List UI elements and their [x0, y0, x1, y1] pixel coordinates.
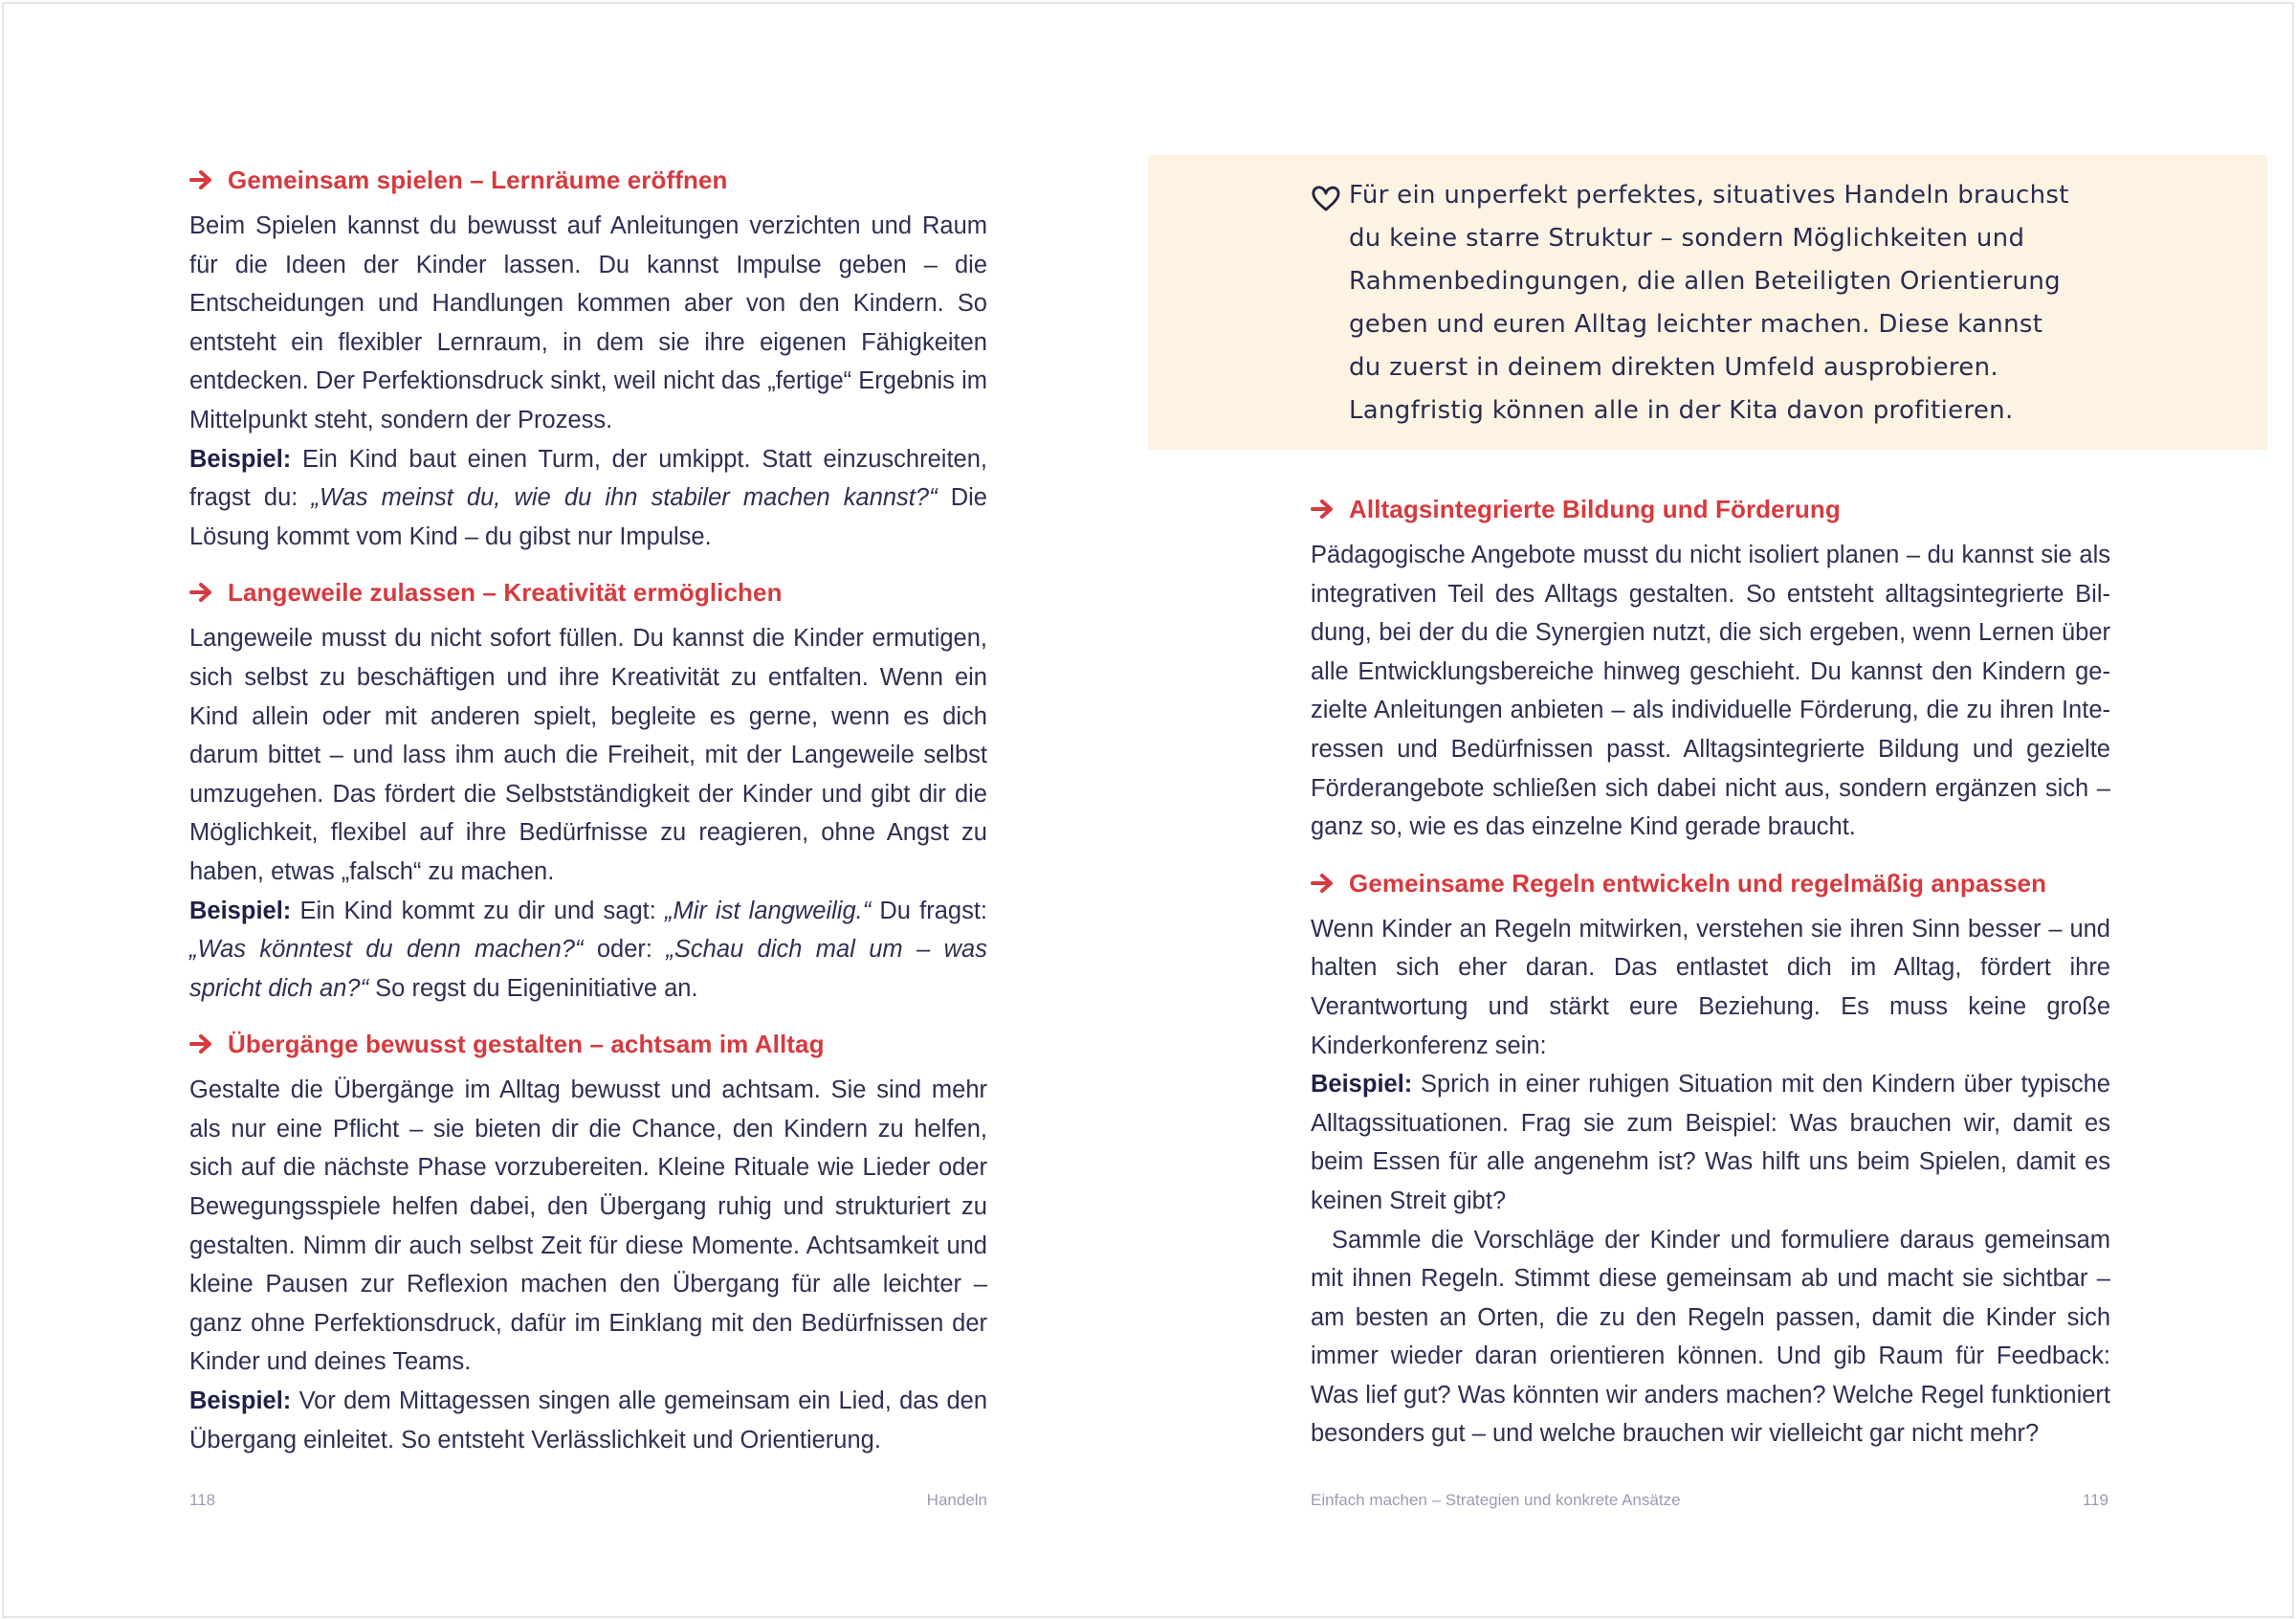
page-number-right: 119: [2082, 1491, 2108, 1509]
paragraph: Sammle die Vorschläge der Kinder und formuliere daraus gemeinsam mit ihnen Regeln. Stimmt diese gemeinsam ab und macht sie sichtbar – am besten an Orten, die zu den Regeln passen, damit die Kinder sich immer wieder daran orientieren können. Und gib Raum für Feedback: Was lief gut? Was könnten wir anders machen? Welche Regel funktioniert besonders gut – und welche brauchen wir vielleicht gar nicht mehr?: [1311, 1226, 2110, 1448]
running-head-right: Einfach machen – Strategien und konkrete Ansätze: [1311, 1491, 1681, 1509]
section-body: [189, 207, 987, 556]
heading-text: Gemeinsame Regeln entwickeln und regelmäßig anpassen: [1349, 868, 2047, 898]
right-column: [1311, 490, 2110, 1471]
example-text: Sprich in einer ruhigen Situation mit den Kindern über typische Alltagssituationen. Frag sie zum Beispiel: Was brauchen wir, damit es beim Essen für alle angenehm ist? Was hilft uns beim Spielen, damit es keinen Streit gibt?: [1311, 1071, 2110, 1214]
arrow-right-icon: [1311, 873, 1336, 894]
example-text: Du fragst:: [871, 897, 987, 924]
example-paragraph: [189, 1382, 987, 1459]
section-gemeinsam-spielen: [189, 161, 987, 556]
heading-text: Langeweile zulassen – Kreativität ermöglichen: [228, 578, 783, 608]
example-paragraph: [189, 892, 987, 1009]
running-head-left: Handeln: [926, 1491, 987, 1509]
example-text: Die Lösung kommt vom Kind – du gibst nur Impulse.: [189, 484, 987, 550]
paragraph: Pädagogische Angebote musst du nicht isoliert planen – du kannst sie als integrativen Teil des Alltags gestalten. So entsteht alltagsintegrierte Bildung, bei der du die Synergien nutzt, die sich ergeben, wenn Lernen über alle Entwicklungsbereiche hinweg geschieht. Du kannst den Kindern gezielte Anleitungen anbieten – als individuelle Förderung, die zu ihren Interessen und Bedürfnissen passt. Alltagsintegrierte Bildung und gezielte Förderangebote schließen sich dabei nicht aus, sondern ergänzen sich – ganz so, wie es das einzelne Kind gerade braucht.: [1311, 542, 2110, 841]
section-heading: [1311, 490, 2110, 528]
arrow-right-icon: [189, 169, 214, 190]
example-text: Ein Kind kommt zu dir und sagt:: [291, 897, 665, 924]
section-heading: [189, 161, 987, 199]
paragraph: Beim Spielen kannst du bewusst auf Anleitungen verzichten und Raum für die Ideen der Kinder lassen. Du kannst Impulse geben – die Entscheidungen und Handlungen kommen aber von den Kindern. So entsteht ein flexibler Lernraum, in dem sie ihre eigenen Fähigkeiten entdecken. Der Perfektionsdruck sinkt, weil nicht das „fertige“ Ergebnis im Mittelpunkt steht, sondern der Prozess.: [189, 212, 987, 433]
example-quote: „Was könntest du denn machen?“: [189, 936, 584, 964]
example-label: Beispiel:: [1311, 1071, 1413, 1098]
callout-line: Langfristig können alle in der Kita davon profitieren.: [1349, 396, 2014, 425]
section-langeweile: [189, 573, 987, 1008]
example-label: Beispiel:: [189, 445, 292, 473]
callout-line: du zuerst in deinem direkten Umfeld ausprobieren.: [1349, 353, 1998, 382]
right-page: [1148, 0, 2296, 1620]
section-uebergaenge: [189, 1025, 987, 1459]
example-text: Ein Kind baut einen Turm, der umkippt. Statt einzuschreiten, fragst du:: [189, 445, 987, 512]
arrow-right-icon: [189, 1033, 214, 1054]
example-quote: „Schau dich mal um – was spricht dich an?“: [189, 936, 987, 1002]
arrow-right-icon: [1311, 499, 1336, 520]
example-paragraph: [1311, 1065, 2110, 1220]
example-text: Vor dem Mittagessen singen alle gemeinsam ein Lied, das den Übergang einleitet. So entsteht Verlässlichkeit und Orientierung.: [189, 1387, 987, 1454]
callout-line: du keine starre Struktur – sondern Möglichkeiten und: [1349, 224, 2025, 253]
paragraph: Langeweile musst du nicht sofort füllen. Du kannst die Kinder ermutigen, sich selbst zu beschäftigen und ihre Kreativität zu entfalten. Wenn ein Kind allein oder mit anderen spielt, begleite es gerne, wenn es dich darum bittet – und lass ihm auch die Freiheit, mit der Langeweile selbst umzugehen. Das fördert die Selbstständigkeit der Kinder und gibt dir die Möglichkeit, flexibel auf ihre Bedürfnisse zu reagieren, ohne Angst zu haben, etwas „falsch“ zu machen.: [189, 625, 987, 885]
section-alltagsintegrierte-bildung: [1311, 490, 2110, 847]
paragraph: Gestalte die Übergänge im Alltag bewusst und achtsam. Sie sind mehr als nur eine Pflicht – sie bieten dir die Chance, den Kindern zu helfen, sich auf die nächste Phase vorzubereiten. Kleine Rituale wie Lieder oder Bewegungsspiele helfen dabei, den Übergang ruhig und strukturiert zu gestalten. Nimm dir auch selbst Zeit für diese Momente. Achtsamkeit und kleine Pausen zur Reflexion machen den Übergang für alle leichter – ganz ohne Perfektionsdruck, dafür im Einklang mit den Bedürfnissen der Kinder und deines Teams.: [189, 1076, 987, 1376]
heading-text: Übergänge bewusst gestalten – achtsam im Alltag: [228, 1030, 825, 1059]
arrow-right-icon: [189, 582, 214, 603]
section-heading: [1311, 864, 2110, 902]
example-label: Beispiel:: [189, 897, 292, 924]
section-body: [1311, 536, 2110, 847]
heading-text: Gemeinsam spielen – Lernräume eröffnen: [228, 166, 728, 194]
section-body: [189, 1071, 987, 1459]
heading-text: Alltagsintegrierte Bildung und Förderung: [1349, 495, 1841, 523]
example-text: oder:: [583, 936, 667, 964]
example-quote: „Was meinst du, wie du ihn stabiler machen kannst?“: [311, 484, 938, 512]
section-heading: [189, 1025, 987, 1063]
example-text: So regst du Eigeninitiative an.: [368, 974, 698, 1002]
section-gemeinsame-regeln: [1311, 864, 2110, 1454]
callout-text: [1311, 174, 2069, 433]
example-paragraph: [189, 440, 987, 557]
heart-icon: [1311, 184, 1341, 212]
example-label: Beispiel:: [189, 1387, 292, 1415]
example-quote: „Mir ist langweilig.“: [664, 897, 872, 924]
left-column: [189, 161, 987, 1476]
section-body: [1311, 910, 2110, 1454]
callout-line: Rahmenbedingungen, die allen Beteiligten Orientierung: [1349, 267, 2061, 296]
callout-line: Für ein unperfekt perfektes, situatives Handeln brauchst: [1349, 181, 2069, 210]
page-number-left: 118: [189, 1491, 216, 1509]
section-heading: [189, 573, 987, 611]
section-body: [189, 619, 987, 1008]
tip-callout-box: [1148, 155, 2267, 450]
callout-line: geben und euren Alltag leichter machen. Diese kannst: [1349, 310, 2043, 339]
paragraph: Wenn Kinder an Regeln mitwirken, verstehen sie ihren Sinn besser – und halten sich eher daran. Das entlastet dich im Alltag, fördert ihre Verantwortung und stärkt eure Beziehung. Es muss keine große Kinderkonferenz sein:: [1311, 915, 2110, 1059]
